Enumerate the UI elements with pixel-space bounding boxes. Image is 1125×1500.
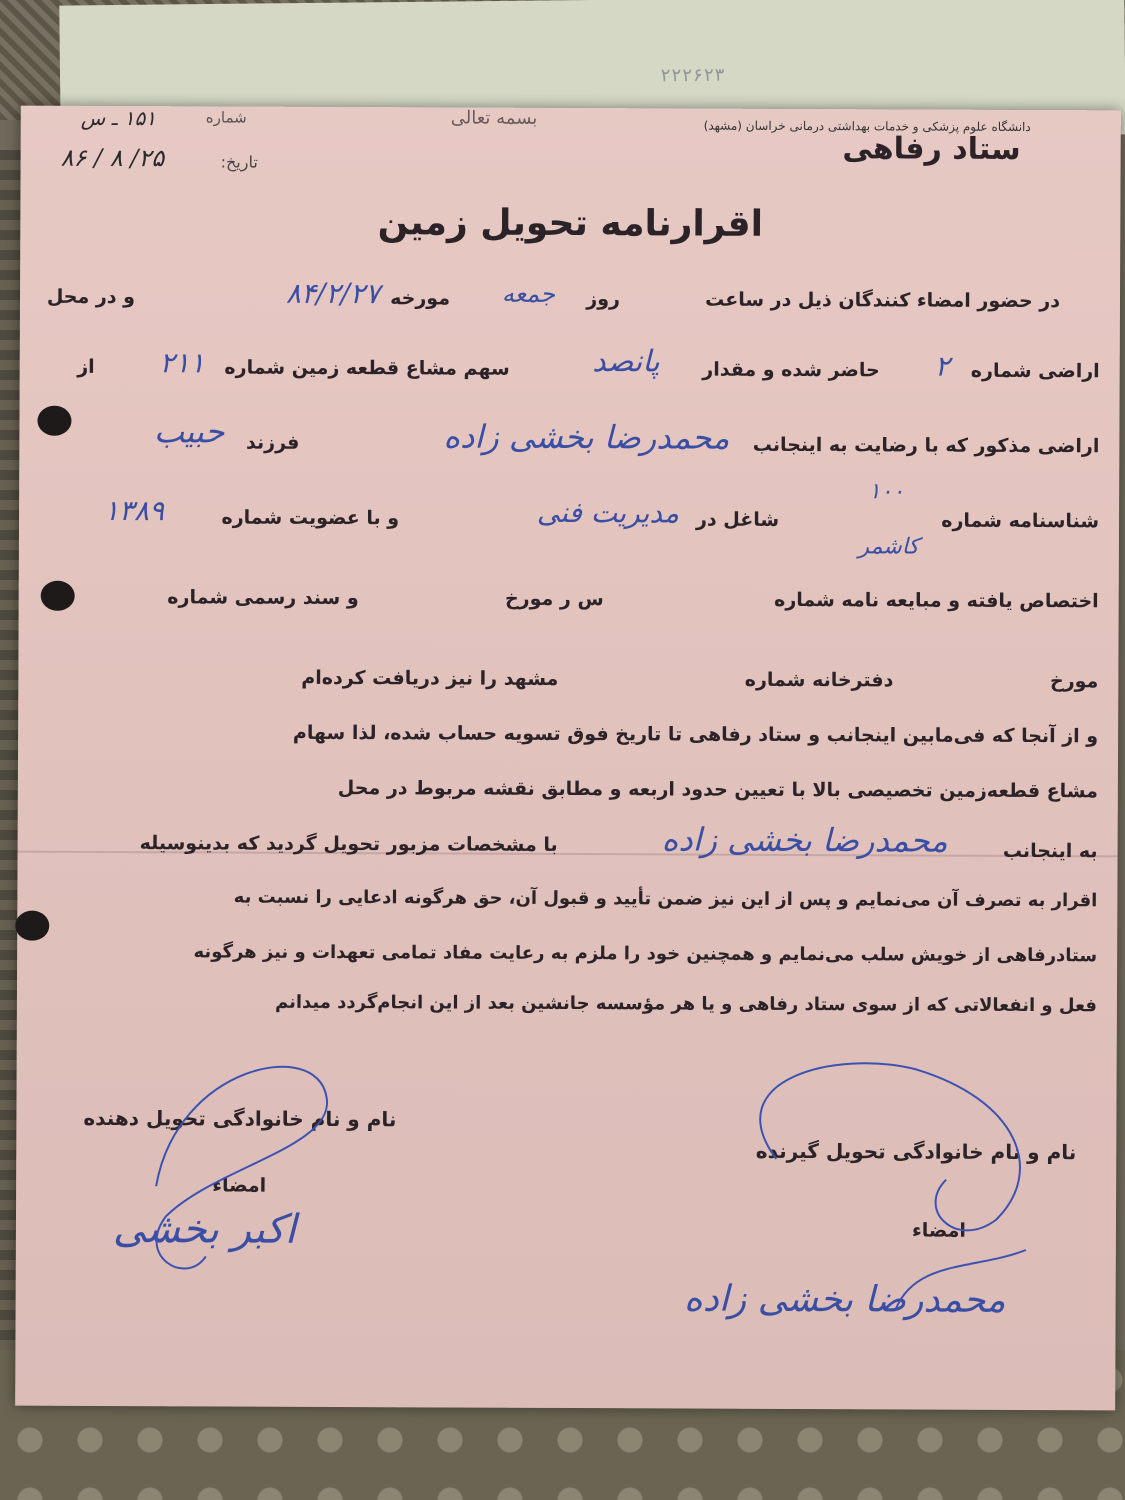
giver-name-label: نام و نام خانوادگی تحویل دهنده bbox=[83, 1105, 397, 1132]
organization-name: ستاد رفاهی bbox=[842, 131, 1021, 167]
line1-text-c: مورخه bbox=[390, 287, 451, 310]
punch-hole bbox=[37, 406, 71, 436]
line5-text-c: و سند رسمی شماره bbox=[167, 586, 359, 610]
filled-id-number: ۱۰۰ bbox=[868, 479, 905, 505]
punch-hole bbox=[41, 581, 75, 611]
line5-text-a: اختصاص یافته و مبایعه نامه شماره bbox=[774, 588, 1099, 613]
filled-recipient-name: محمدرضا بخشی زاده bbox=[443, 417, 730, 457]
paragraph-line-1: و از آنجا که فی‌مابین اینجانب و ستاد رفاهی تا تاریخ فوق تسویه حساب شده، لذا سهام bbox=[292, 721, 1099, 748]
filled-plot-number: ۲۱۱ bbox=[159, 346, 205, 380]
letter-number-value: ۱۵۱ ـ س bbox=[80, 105, 157, 131]
filled-member-number: ۱۳۸۹ bbox=[103, 493, 165, 528]
paragraph-line-6: فعل و انفعالاتی که از سوی ستاد رفاهی و یا هر مؤسسه جانشین بعد از این انجام‌گردد میدانم bbox=[274, 991, 1097, 1017]
paragraph-line-3b: با مشخصات مزبور تحویل گردید که بدینوسیله bbox=[139, 832, 558, 856]
line4-text-b: شاغل در bbox=[695, 508, 780, 531]
filled-land-number: ۲ bbox=[934, 349, 950, 383]
filled-day: جمعه bbox=[501, 279, 556, 308]
giver-signature: اکبر بخشی bbox=[112, 1206, 297, 1253]
letter-date-label: تاریخ: bbox=[220, 152, 258, 172]
line4-text-c: و با عضویت شماره bbox=[221, 506, 400, 530]
filled-workplace: مدیریت فنی bbox=[536, 495, 680, 530]
line1-text-b: روز bbox=[586, 288, 621, 311]
line2-text-a: اراضی شماره bbox=[970, 359, 1100, 383]
line1-text-a: در حضور امضاء کنندگان ذیل در ساعت bbox=[705, 288, 1061, 313]
bismillah: بسمه تعالی bbox=[450, 107, 538, 129]
paragraph-line-4: اقرار به تصرف آن می‌نمایم و پس از این نیز ضمن تأیید و قبول آن، حق هرگونه ادعایی را نسبت به bbox=[233, 886, 1098, 912]
line2-text-c: سهم مشاع قطعه زمین شماره bbox=[224, 356, 510, 380]
line6-text-c: مشهد را نیز دریافت کرده‌ام bbox=[301, 666, 559, 690]
line5-text-b: س ر مورخ bbox=[504, 587, 604, 611]
paragraph-line-3a: به اینجانب bbox=[1002, 839, 1098, 863]
line3-text-a: اراضی مذکور که با رضایت به اینجانب bbox=[752, 433, 1100, 458]
line2-text-b: حاضر شده و مقدار bbox=[702, 358, 880, 382]
filled-share: پانصد bbox=[592, 344, 660, 380]
letter-date-value: ۲۵/ ۸ / ۸۶ bbox=[60, 143, 165, 173]
filled-recipient-name-2: محمدرضا بخشی زاده bbox=[661, 820, 948, 860]
filled-father-name: حبیب bbox=[153, 412, 225, 451]
land-handover-form bbox=[15, 106, 1121, 1411]
punch-hole bbox=[15, 911, 49, 941]
giver-sign-label: امضاء bbox=[212, 1174, 267, 1197]
line3-text-b: فرزند bbox=[246, 431, 300, 454]
line4-text-a: شناسنامه شماره bbox=[941, 509, 1100, 533]
organization-line: دانشگاه علوم پزشکی و خدمات بهداشتی درمانی خراسان (مشهد) bbox=[703, 118, 1031, 135]
filled-id-place: کاشمر bbox=[858, 534, 919, 560]
line2-text-d: از bbox=[77, 355, 95, 378]
receiver-signature: محمدرضا بخشی زاده bbox=[683, 1278, 1006, 1321]
paragraph-line-5: ستادرفاهی از خویش سلب می‌نمایم و همچنین خود را ملزم به رعایت مفاد تمامی تعهدات و نیز هرگونه bbox=[193, 941, 1098, 967]
letter-number-label: شماره bbox=[205, 108, 247, 127]
line1-text-d: و در محل bbox=[46, 285, 136, 309]
line6-text-a: مورخ bbox=[1049, 670, 1099, 693]
paragraph-line-2: مشاع قطعه‌زمین تخصیصی بالا با تعیین حدود اربعه و مطابق نقشه مربوط در محل bbox=[337, 776, 1098, 803]
line6-text-b: دفترخانه شماره bbox=[744, 668, 894, 692]
underlying-paper-digits: ۲۲۲۶۲۳ bbox=[659, 64, 726, 87]
filled-date: ۸۴/۲/۲۷ bbox=[285, 276, 381, 311]
form-title: اقرارنامه تحویل زمین bbox=[377, 202, 764, 245]
receiver-sign-label: امضاء bbox=[912, 1219, 966, 1242]
receiver-name-label: نام و نام خانوادگی تحویل گیرنده bbox=[755, 1138, 1077, 1165]
